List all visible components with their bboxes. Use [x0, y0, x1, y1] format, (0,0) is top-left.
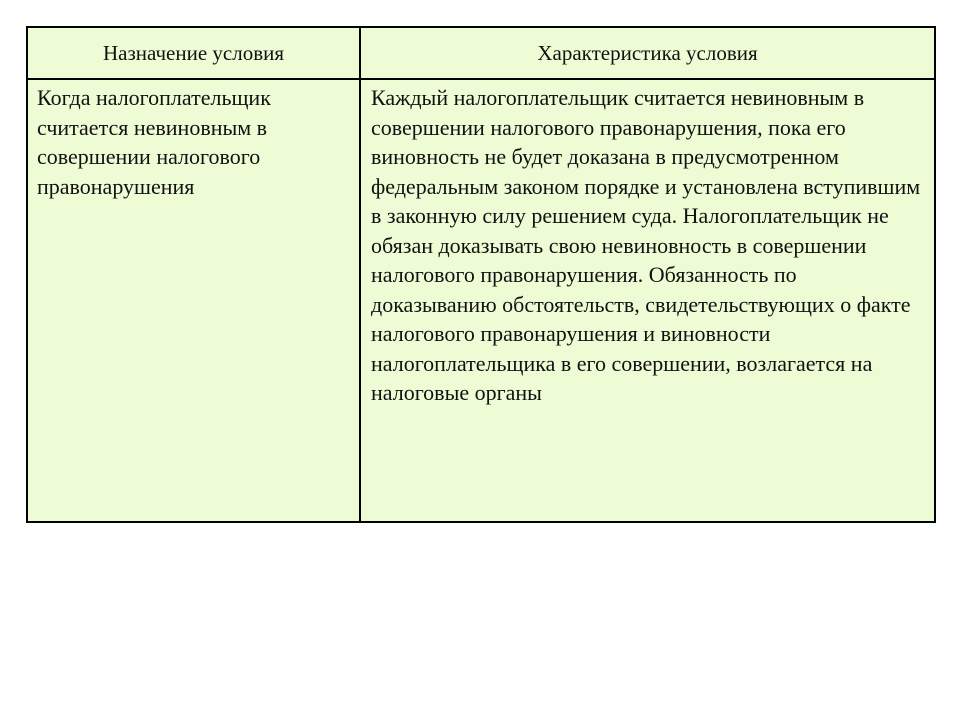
table-row	[27, 79, 935, 522]
characteristic-text: Каждый налогоплательщик считается невиновным в совершении налогового правонарушения, пока его виновность не будет доказана в предусмотренном федеральным законом порядке и установлена вступившим в законную силу решением суда. Налогоплательщик не обязан доказывать свою невиновность в совершении налогового правонарушения. Обязанность по доказыванию обстоятельств, свидетельствующих о факте налогового правонарушения и виновности налогоплательщика в его совершении, возлагается на налоговые органы	[371, 85, 921, 405]
cell-purpose	[27, 79, 360, 522]
cell-characteristic	[360, 79, 935, 522]
column-header-purpose: Назначение условия	[27, 27, 360, 79]
column-header-characteristic: Характеристика условия	[360, 27, 935, 79]
conditions-table	[26, 26, 936, 523]
purpose-text: Когда налогоплательщик считается невиновным в совершении налогового правонарушения	[37, 85, 271, 199]
table-header	[27, 27, 935, 79]
table-header-row	[27, 27, 935, 79]
table-body	[27, 79, 935, 522]
